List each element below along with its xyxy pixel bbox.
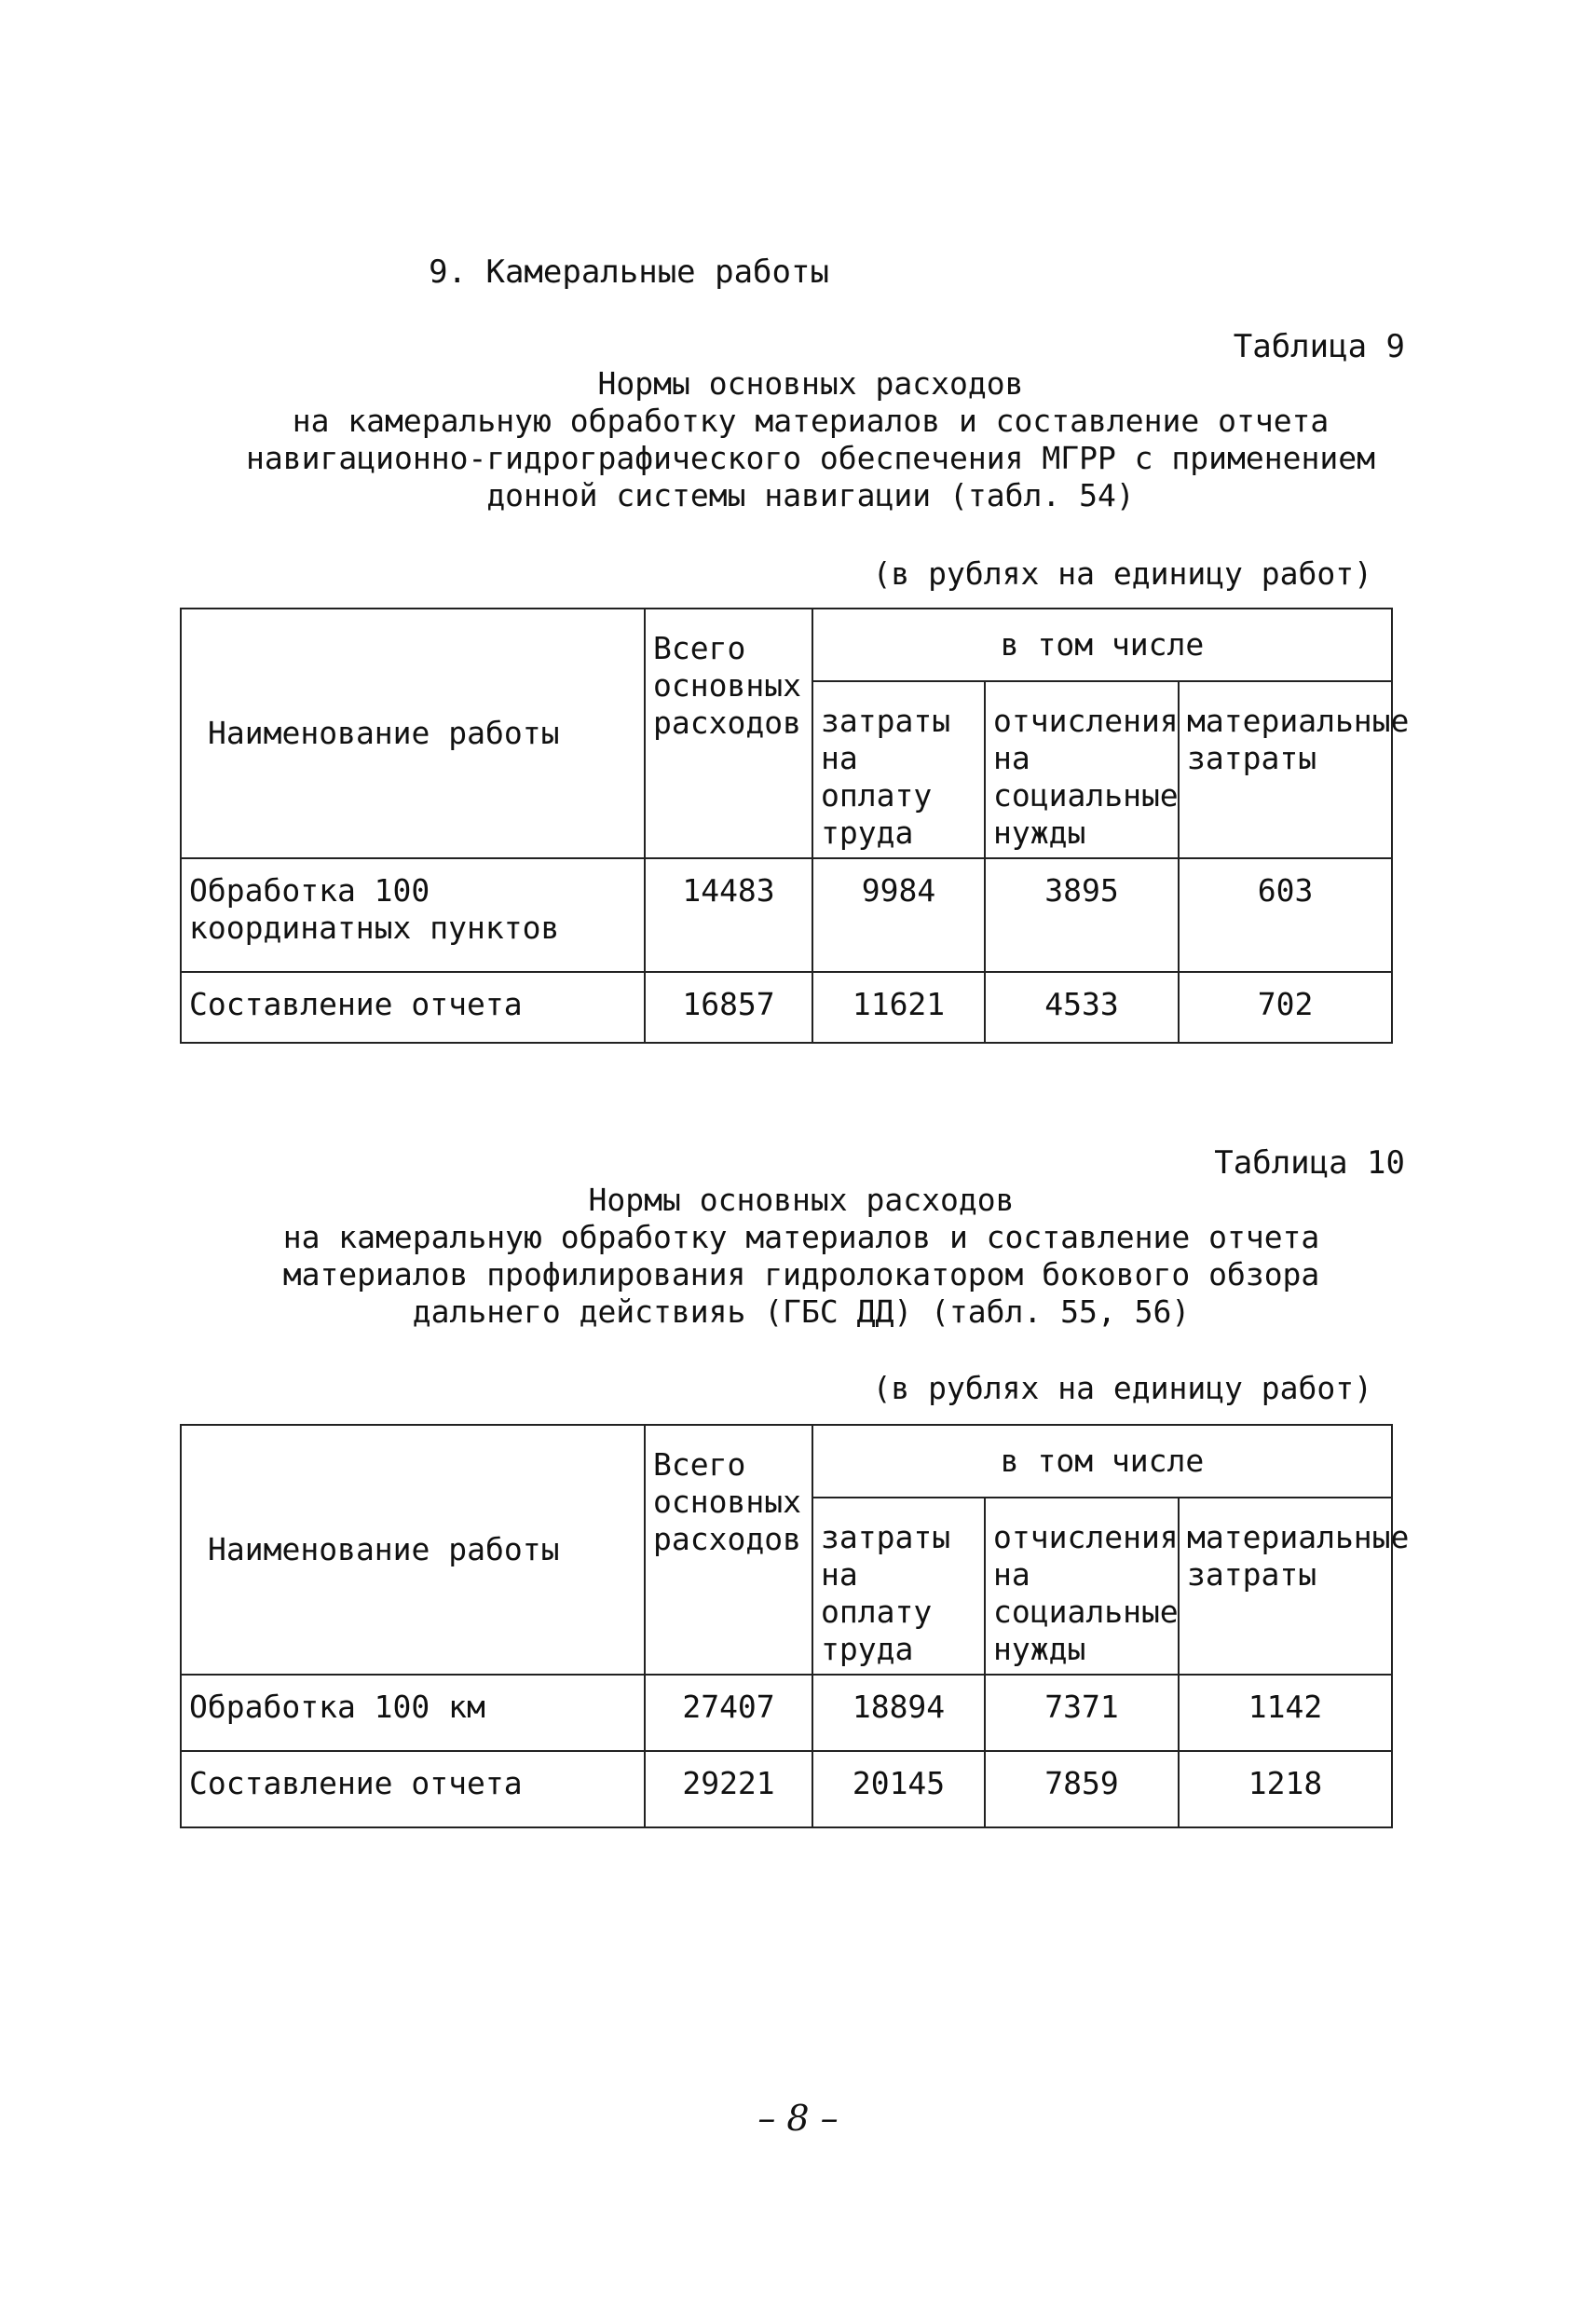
norms-table — [180, 608, 1410, 1044]
heading-line: на камеральную обработку материалов и составление отчета — [282, 1219, 1320, 1255]
row-materials: 603 — [1179, 858, 1392, 972]
row-social: 7371 — [985, 1675, 1179, 1751]
row-labor: 18894 — [812, 1675, 985, 1751]
row-name: Обработка 100 км — [181, 1675, 645, 1751]
heading-line: навигационно-гидрографического обеспечения МГРР с применением — [246, 440, 1375, 476]
row-total: 16857 — [645, 972, 812, 1043]
header-including: в том числе — [812, 609, 1392, 681]
heading-line: дальнего действияь (ГБС ДД) (табл. 55, 56) — [412, 1293, 1191, 1330]
row-labor: 11621 — [812, 972, 985, 1043]
table-label: Таблица 10 — [1214, 1144, 1405, 1182]
header-including: в том числе — [812, 1425, 1392, 1498]
header-social: отчисления на социальные нужды — [985, 681, 1179, 858]
heading-line: материалов профилирования гидролокатором бокового обзора — [282, 1256, 1320, 1293]
row-materials: 702 — [1179, 972, 1392, 1043]
header-name: Наименование работы — [181, 1425, 645, 1675]
units-note: (в рублях на единицу работ) — [872, 1370, 1372, 1406]
header-materials: материальные затраты — [1179, 1498, 1392, 1675]
row-name: Составление отчета — [181, 972, 645, 1043]
heading-line: донной системы навигации (табл. 54) — [486, 477, 1135, 513]
heading-line: на камеральную обработку материалов и составление отчета — [292, 403, 1330, 439]
header-labor: затраты на оплату труда — [812, 681, 985, 858]
row-name: Обработка 100 координатных пунктов — [181, 858, 645, 972]
header-total: Всего основных расходов — [645, 1425, 812, 1675]
row-total: 29221 — [645, 1751, 812, 1827]
page-number: – 8 – — [757, 2098, 839, 2139]
row-name: Составление отчета — [181, 1751, 645, 1827]
table-row — [181, 972, 1392, 1043]
table-label: Таблица 9 — [1233, 328, 1405, 365]
units-note: (в рублях на единицу работ) — [872, 555, 1372, 592]
header-name: Наименование работы — [181, 609, 645, 858]
row-materials: 1142 — [1179, 1675, 1392, 1751]
row-social: 4533 — [985, 972, 1179, 1043]
table-heading — [158, 365, 1463, 514]
row-social: 3895 — [985, 858, 1179, 972]
table-row — [181, 1675, 1392, 1751]
table-row — [181, 858, 1392, 972]
row-materials: 1218 — [1179, 1751, 1392, 1827]
table-heading — [149, 1182, 1453, 1331]
row-social: 7859 — [985, 1751, 1179, 1827]
header-materials: материальные затраты — [1179, 681, 1392, 858]
header-total: Всего основных расходов — [645, 609, 812, 858]
row-labor: 9984 — [812, 858, 985, 972]
heading-line: Нормы основных расходов — [588, 1182, 1015, 1218]
header-social: отчисления на социальные нужды — [985, 1498, 1179, 1675]
section-title: 9. Камеральные работы — [429, 253, 829, 291]
row-labor: 20145 — [812, 1751, 985, 1827]
row-total: 14483 — [645, 858, 812, 972]
table-row — [181, 1751, 1392, 1827]
row-total: 27407 — [645, 1675, 812, 1751]
heading-line: Нормы основных расходов — [597, 365, 1024, 402]
header-labor: затраты на оплату труда — [812, 1498, 985, 1675]
norms-table — [180, 1424, 1410, 1828]
